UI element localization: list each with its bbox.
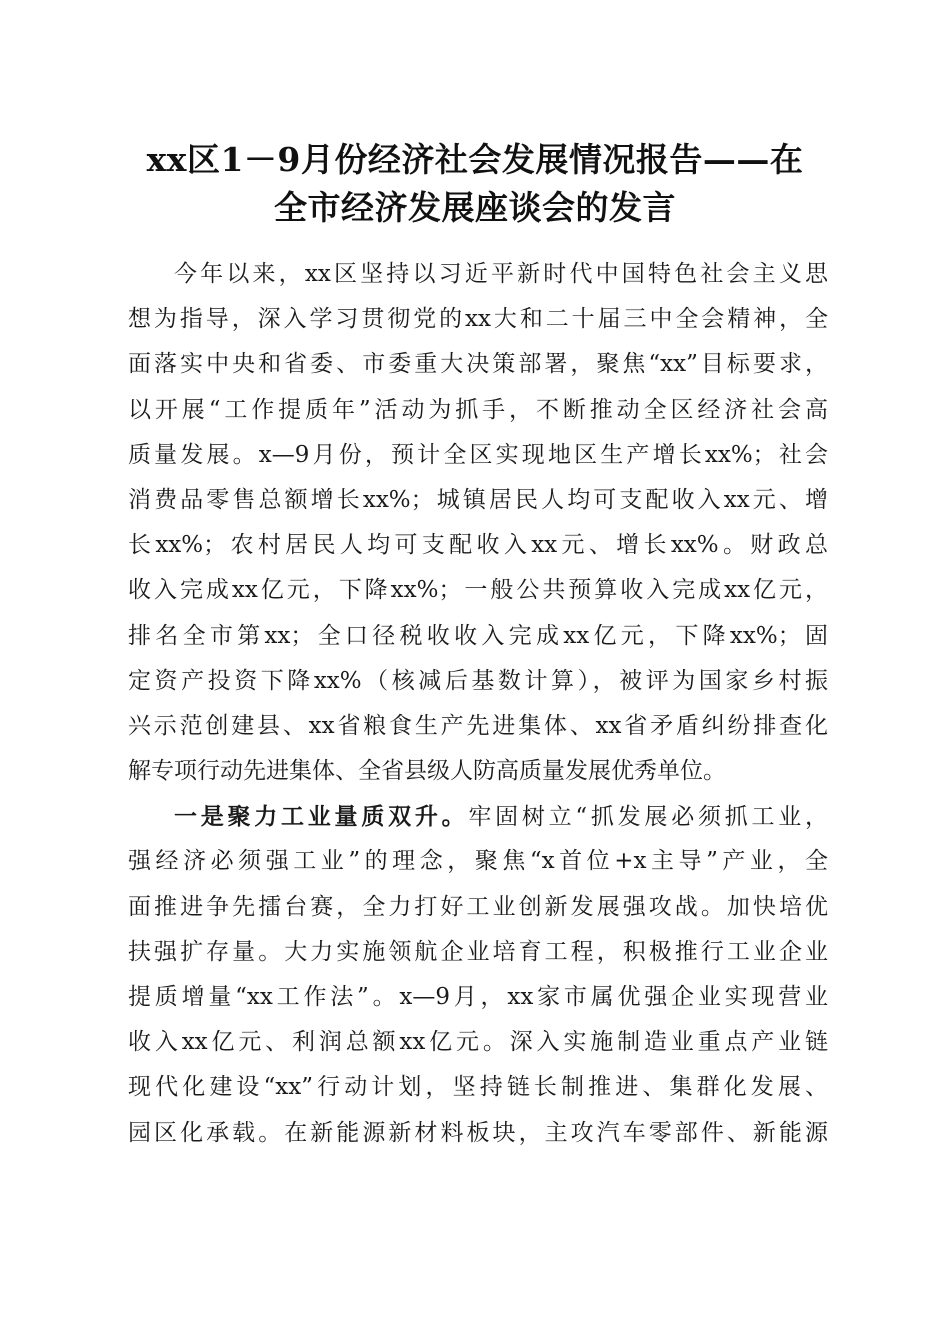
text-line: 今年以来，xx区坚持以习近平新时代中国特色社会主义思 [174,261,828,287]
text-line: 排名全市第xx；全口径税收收入完成xx亿元，下降xx%；固 [128,622,828,649]
title-line-2: 全市经济发展座谈会的发言 [274,188,676,227]
title-line-1: xx区1－9月份经济社会发展情况报告——在 [146,140,804,179]
text-line: 园区化承载。在新能源新材料板块，主攻汽车零部件、新能源 [128,1119,828,1146]
text-line: 面落实中央和省委、市委重大决策部署，聚焦“xx”目标要求， [128,351,828,378]
text-line: 扶强扩存量。大力实施领航企业培育工程，积极推行工业企业 [128,938,828,965]
text-line: 强经济必须强工业”的理念，聚焦“x首位+x主导”产业，全 [128,848,828,875]
section-lead-heading: 一是聚力工业量质双升。 [174,803,469,831]
text-line: 消费品零售总额增长xx%；城镇居民人均可支配收入xx元、增 [128,486,828,513]
text-line: 想为指导，深入学习贯彻党的xx大和二十届三中全会精神，全 [128,306,828,333]
text-line: 质量发展。x—9月份，预计全区实现地区生产增长xx%；社会 [128,441,828,468]
text-line: 定资产投资下降xx%（核减后基数计算），被评为国家乡村振 [128,667,828,694]
document-title [100,136,850,232]
text-line: 以开展“工作提质年”活动为抓手，不断推动全区经济社会高 [128,396,828,423]
paragraph-intro [128,252,828,794]
text-line: 解专项行动先进集体、全省县级人防高质量发展优秀单位。 [128,758,726,785]
text-line: 收入xx亿元、利润总额xx亿元。深入实施制造业重点产业链 [128,1029,828,1056]
text-line: 收入完成xx亿元，下降xx%；一般公共预算收入完成xx亿元， [128,577,828,604]
document-body [128,252,828,1156]
text-line: 现代化建设“xx”行动计划，坚持链长制推进、集群化发展、 [128,1074,828,1101]
text-segment: 牢固树立“抓发展必须抓工业， [468,804,828,831]
text-line: 面推进争先擂台赛，全力打好工业创新发展强攻战。加快培优 [128,893,828,920]
text-line: 兴示范创建县、xx省粮食生产先进集体、xx省矛盾纠纷排查化 [128,712,828,739]
paragraph-industry [128,794,828,1156]
text-line: 长xx%；农村居民人均可支配收入xx元、增长xx%。财政总 [128,532,828,559]
text-line [128,794,828,839]
text-line: 提质增量“xx工作法”。x—9月，xx家市属优强企业实现营业 [128,984,828,1010]
